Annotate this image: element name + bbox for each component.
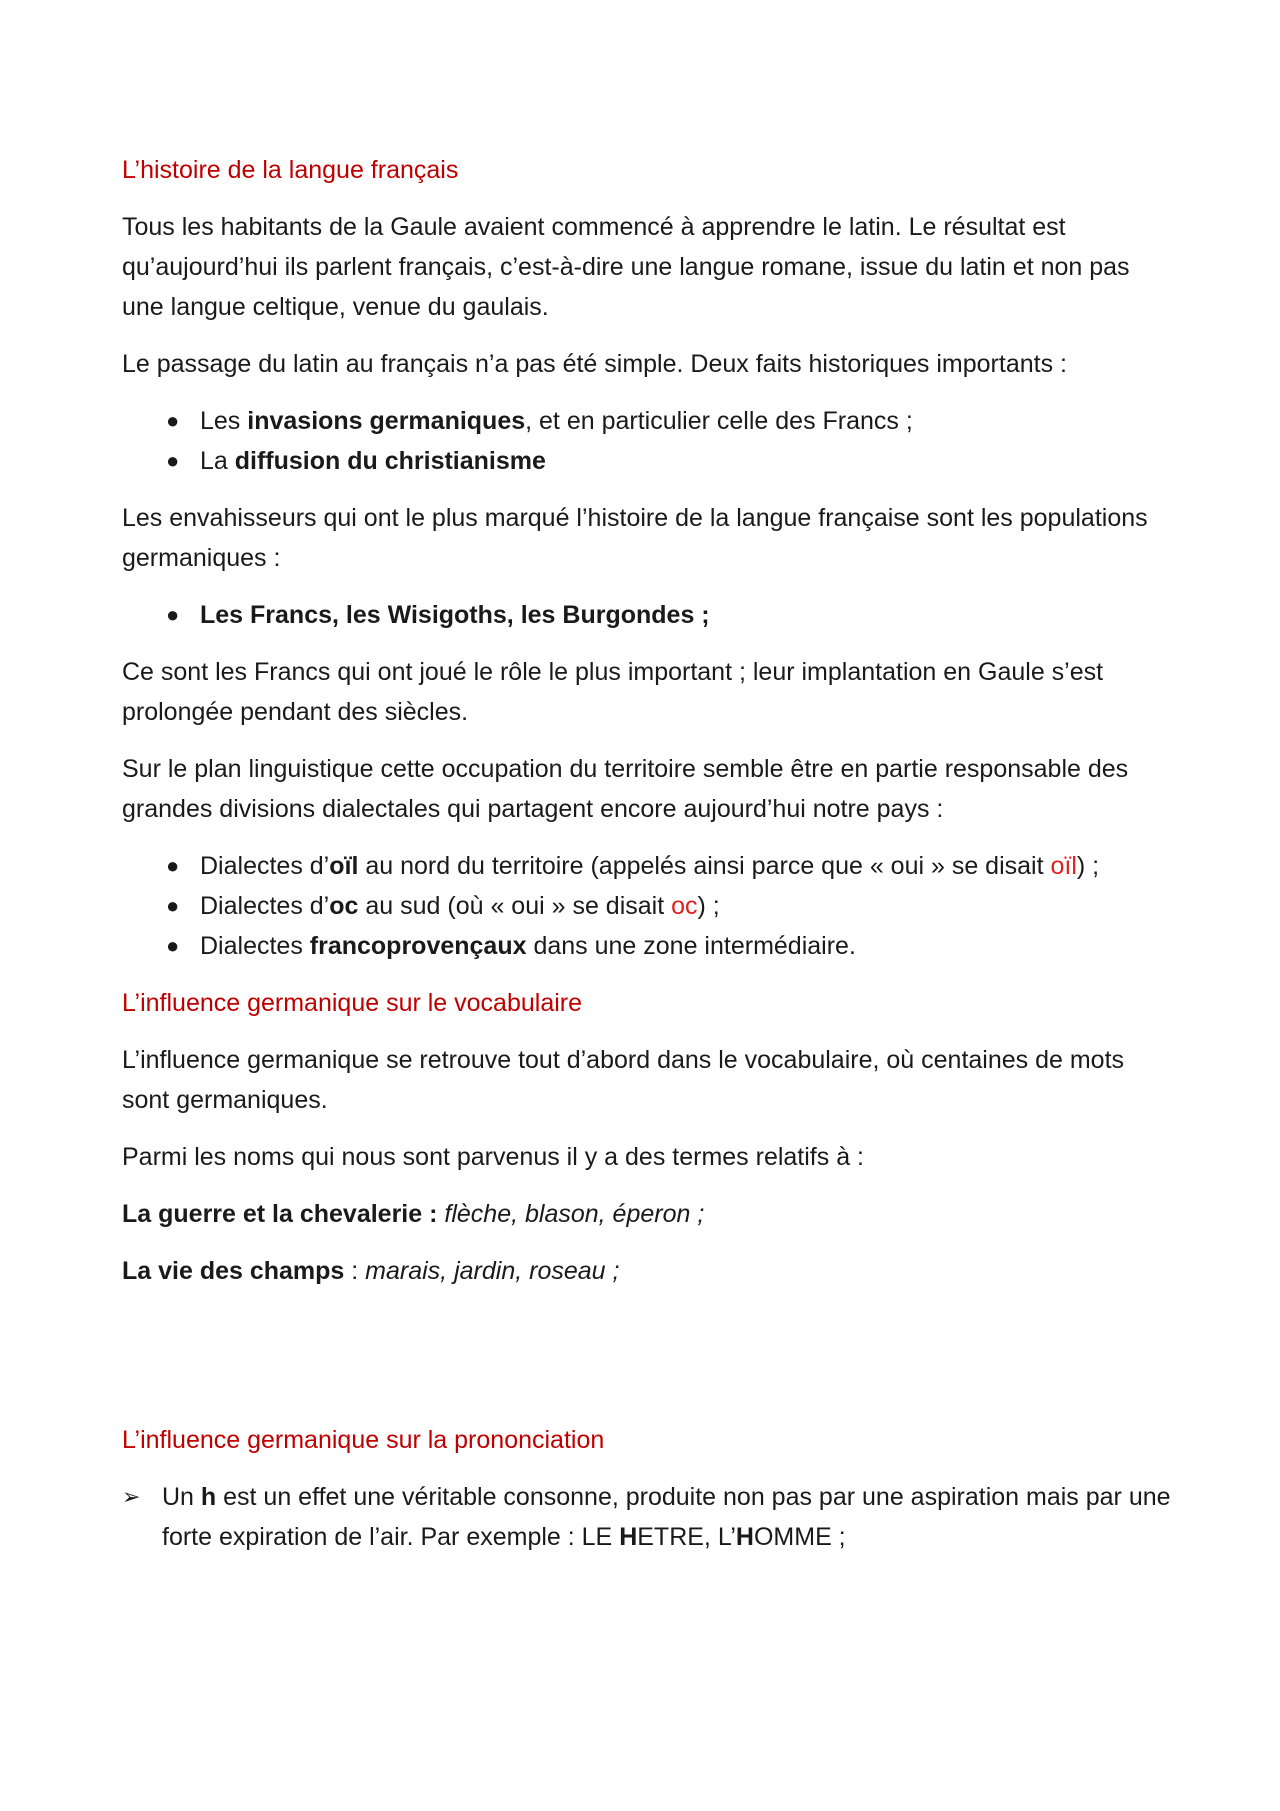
list-item-dialect: ● Dialectes francoprovençaux dans une zone intermédiaire.: [122, 926, 1172, 966]
peoples-list: [122, 595, 1172, 635]
paragraph-vocabulaire: L’influence germanique se retrouve tout d’abord dans le vocabulaire, où centaines de mots sont germaniques.: [122, 1046, 1125, 1114]
paragraph-linguistique: Sur le plan linguistique cette occupation du territoire semble être en partie responsable des grandes divisions dialectales qui partagent encore aujourd’hui notre pays :: [122, 755, 1129, 823]
document-page: [122, 150, 1172, 1557]
term-champs: La vie des champs : marais, jardin, roseau ;: [122, 1257, 620, 1285]
list-item-dialect: ● Dialectes d’oc au sud (où « oui » se disait oc) ;: [122, 886, 1172, 926]
list-item-dialect: ● Dialectes d’oïl au nord du territoire (appelés ainsi parce que « oui » se disait oïl) ;: [122, 846, 1172, 886]
paragraph-noms: Parmi les noms qui nous sont parvenus il y a des termes relatifs à :: [122, 1143, 864, 1171]
pronunciation-list: [122, 1477, 1172, 1557]
section-heading-prononciation: L’influence germanique sur la prononciation: [122, 1426, 605, 1454]
arrow-bullet-icon: ➢: [122, 1484, 141, 1509]
section-heading-histoire: L’histoire de la langue français: [122, 156, 459, 184]
bullet-icon: ●: [166, 448, 180, 473]
list-item-peoples: ● Les Francs, les Wisigoths, les Burgondes ;: [122, 595, 1172, 635]
blank-space: [122, 1308, 1172, 1420]
bullet-icon: ●: [166, 933, 180, 958]
bullet-icon: ●: [166, 408, 180, 433]
bullet-icon: ●: [166, 602, 180, 627]
facts-list: [122, 401, 1172, 481]
bullet-icon: ●: [166, 893, 180, 918]
paragraph-passage: Le passage du latin au français n’a pas été simple. Deux faits historiques importants :: [122, 350, 1067, 378]
paragraph-envahisseurs: Les envahisseurs qui ont le plus marqué l’histoire de la langue française sont les populations germaniques :: [122, 504, 1148, 572]
section-heading-vocabulaire: L’influence germanique sur le vocabulaire: [122, 989, 583, 1017]
paragraph-francs: Ce sont les Francs qui ont joué le rôle le plus important ; leur implantation en Gaule s’est prolongée pendant des siècles.: [122, 658, 1104, 726]
list-item-fact: ● La diffusion du christianisme: [122, 441, 1172, 481]
bullet-icon: ●: [166, 853, 180, 878]
paragraph-gaule-latin: Tous les habitants de la Gaule avaient commencé à apprendre le latin. Le résultat est qu’aujourd’hui ils parlent français, c’est-à-dire une langue romane, issue du latin et non pas une langue celtique, venue du gaulais.: [122, 213, 1130, 321]
list-item-fact: ● Les invasions germaniques, et en particulier celle des Francs ;: [122, 401, 1172, 441]
list-item-pronunciation: ➢ Un h est un effet une véritable consonne, produite non pas par une aspiration mais par une forte expiration de l’air. Par exemple : LE HETRE, L’HOMME ;: [122, 1477, 1172, 1557]
term-guerre: La guerre et la chevalerie : flèche, blason, éperon ;: [122, 1200, 705, 1228]
dialects-list: [122, 846, 1172, 966]
